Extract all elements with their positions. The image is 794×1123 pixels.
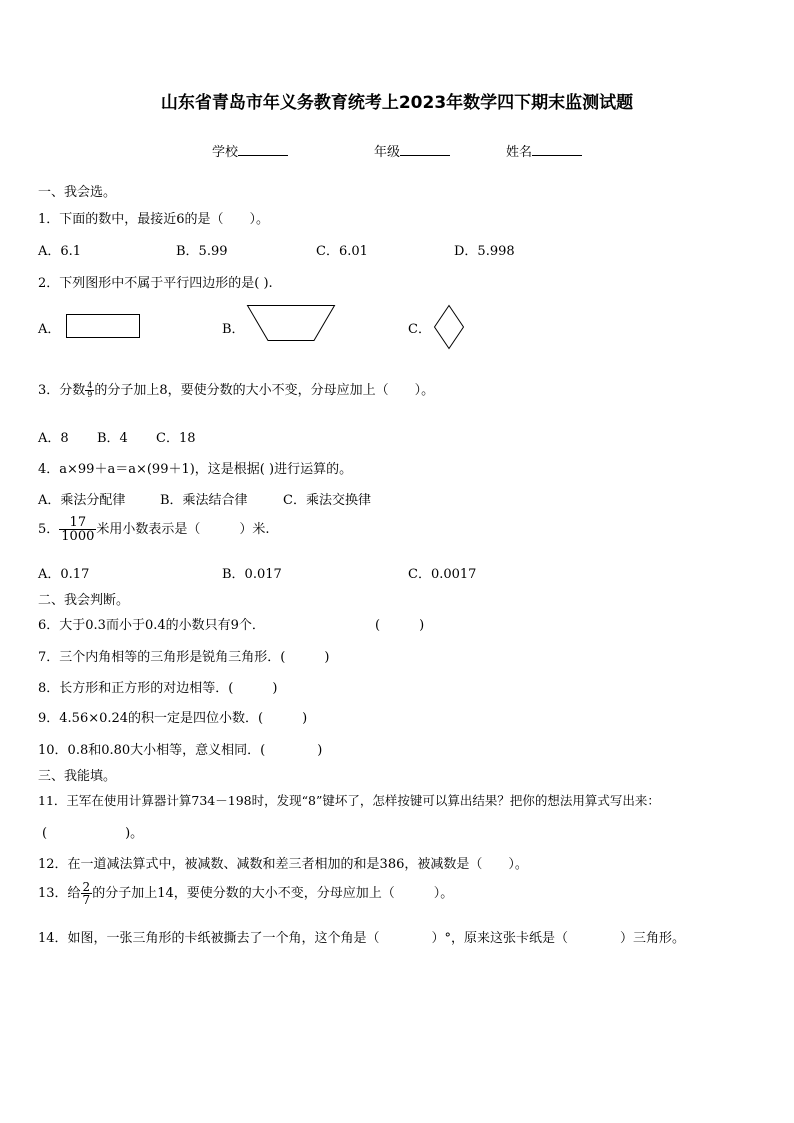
q11-answer-line: ( )。: [42, 826, 144, 841]
question-8: 8．长方形和正方形的对边相等．( ): [38, 681, 278, 696]
q3-option-a: A．8: [38, 431, 69, 446]
name-field: [506, 141, 582, 160]
q5-fraction-numerator: 17: [69, 515, 87, 530]
q5-option-a: A．0.17: [38, 567, 90, 582]
q1-option-d: D．5.998: [454, 244, 515, 259]
q5-fraction: [59, 516, 96, 543]
q5-fraction-denominator: 1000: [61, 529, 95, 544]
question-1: 1．下面的数中，最接近6的是（ ）。: [38, 212, 270, 227]
q5-text-before: 5．: [38, 522, 60, 537]
grade-field: [374, 141, 450, 160]
rhombus-figure: [434, 305, 464, 349]
q4-option-b: B．乘法结合律: [160, 493, 248, 508]
q3-text-before: 3．分数: [38, 383, 86, 398]
q3-option-b: B．4: [97, 431, 128, 446]
question-14: 14．如图，一张三角形的卡纸被撕去了一个角，这个角是（ ）°，原来这张卡纸是（ ）三角形。: [38, 931, 686, 946]
q2-option-a: A．: [38, 322, 61, 337]
question-9: 9．4.56×0.24的积一定是四位小数．( ): [38, 711, 308, 726]
question-5: [38, 516, 270, 543]
name-blank: [532, 155, 582, 156]
school-field: [212, 141, 288, 160]
q2-option-c: C．: [408, 322, 431, 337]
school-label: 学校: [212, 145, 239, 160]
trapezoid-figure: [247, 305, 335, 341]
section-heading-3: 三、我能填。: [38, 769, 117, 784]
q13-text-before: 13．给: [38, 886, 81, 901]
grade-blank: [400, 155, 450, 156]
q13-text-after: 的分子加上14，要使分数的大小不变，分母应加上（ ）。: [92, 886, 454, 901]
question-4: 4．a×99＋a＝a×(99＋1)，这是根据( )进行运算的。: [38, 462, 353, 477]
q4-option-a: A．乘法分配律: [38, 493, 126, 508]
q13-fraction-numerator: 2: [82, 880, 91, 894]
q3-fraction-numerator: 4: [87, 381, 93, 390]
q4-option-c: C．乘法交换律: [283, 493, 371, 508]
q5-text-after: 米用小数表示是（ ）米.: [96, 522, 270, 537]
question-12: 12．在一道减法算式中，被减数、减数和差三者相加的和是386，被减数是（ ）。: [38, 857, 528, 872]
q3-fraction-denominator: 9: [87, 390, 93, 399]
q3-option-c: C．18: [156, 431, 196, 446]
question-10: 10．0.8和0.80大小相等，意义相同．( ): [38, 743, 323, 758]
q1-option-c: C．6.01: [316, 244, 368, 259]
q1-option-b: B．5.99: [176, 244, 228, 259]
section-heading-1: 一、我会选。: [38, 185, 117, 200]
rectangle-figure: [66, 314, 140, 338]
grade-label: 年级: [374, 145, 401, 160]
question-13: [38, 881, 453, 906]
school-blank: [238, 155, 288, 156]
question-2: 2．下列图形中不属于平行四边形的是( ).: [38, 276, 273, 291]
q1-option-a: A．6.1: [38, 244, 82, 259]
page-title: 山东省青岛市年义务教育统考上2023年数学四下期末监测试题: [160, 93, 634, 113]
q5-option-b: B．0.017: [222, 567, 282, 582]
question-11: 11．王军在使用计算器计算734－198时，发现“8”键坏了，怎样按键可以算出结果？把你的想法用算式写出来：: [38, 793, 660, 808]
q13-fraction: [81, 881, 93, 906]
q13-fraction-denominator: 7: [82, 893, 91, 907]
name-label: 姓名: [506, 145, 533, 160]
q3-fraction: [85, 382, 94, 399]
question-6: 6．大于0.3而小于0.4的小数只有9个．: [38, 618, 265, 633]
q6-answer-paren: ( ): [375, 618, 425, 633]
q3-text-after: 的分子加上8，要使分数的大小不变，分母应加上（ ）。: [94, 383, 435, 398]
q5-option-c: C．0.0017: [408, 567, 477, 582]
section-heading-2: 二、我会判断。: [38, 593, 130, 608]
question-7: 7．三个内角相等的三角形是锐角三角形．( ): [38, 650, 330, 665]
q2-option-b: B．: [222, 322, 245, 337]
question-3: [38, 379, 434, 399]
